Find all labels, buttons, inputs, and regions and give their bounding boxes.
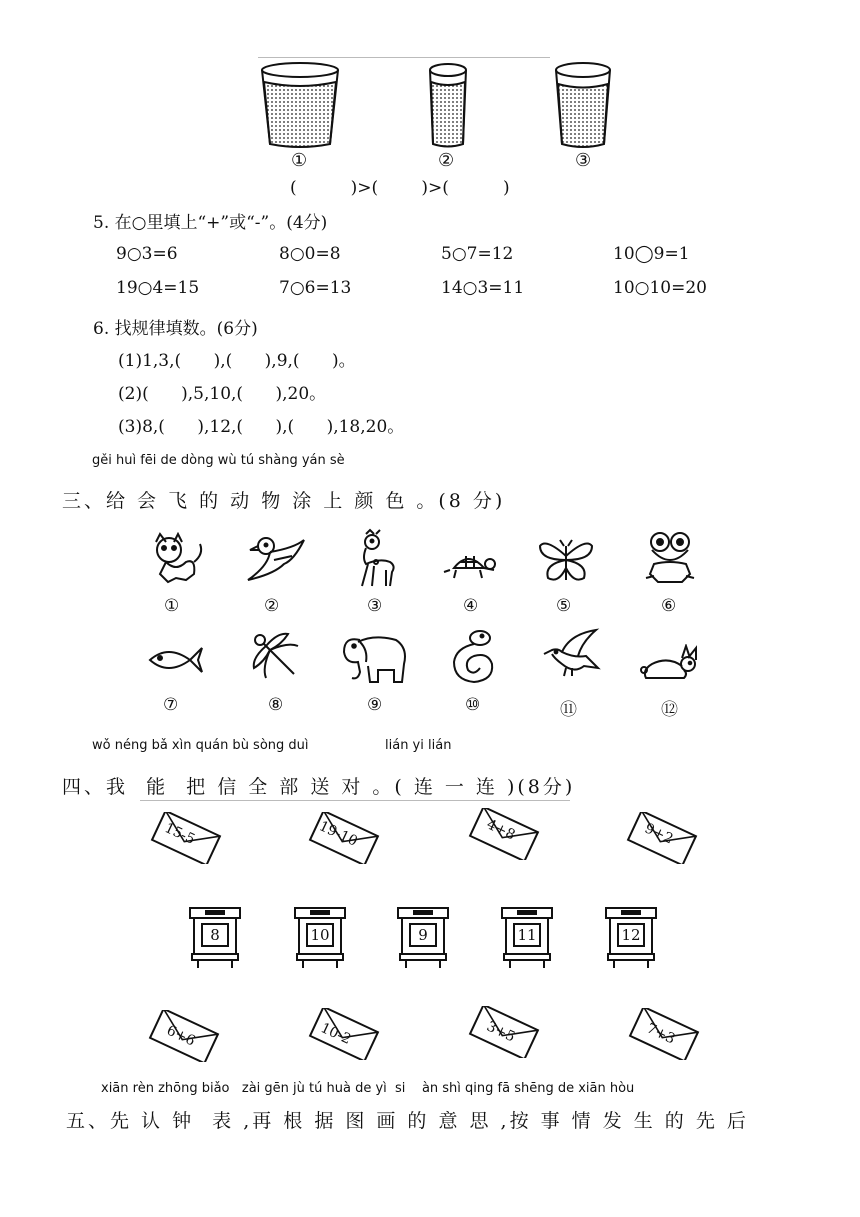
rabbit-icon[interactable]: [638, 644, 702, 684]
animal-num-7: ⑦: [163, 695, 179, 715]
letter-top-1[interactable]: [150, 812, 222, 864]
s4-pinyin-2: lián yi lián: [385, 738, 452, 753]
cup-2-icon: [427, 60, 469, 152]
q6-item-2[interactable]: (2)( ),5,10,( ),20。: [118, 384, 327, 404]
animal-num-2: ②: [264, 596, 280, 616]
animal-num-10: ⑩: [465, 695, 481, 715]
q6-item-3[interactable]: (3)8,( ),12,( ),( ),18,20。: [118, 417, 405, 437]
butterfly-icon[interactable]: [536, 538, 596, 586]
mailbox-number: 10: [310, 926, 330, 944]
mailbox-number: 9: [418, 926, 428, 944]
q5-item[interactable]: 7○6=13: [279, 278, 352, 298]
elephant-icon[interactable]: [338, 626, 412, 686]
letter-bottom-3[interactable]: [468, 1006, 540, 1058]
q5-title: 5. 在○里填上“+”或“-”。(4分): [93, 213, 328, 233]
animal-num-6: ⑥: [661, 596, 677, 616]
animal-num-1: ①: [164, 596, 180, 616]
mailbox-5[interactable]: [604, 906, 658, 970]
mailbox-number: 11: [517, 926, 537, 944]
letter-bottom-1[interactable]: [148, 1010, 220, 1062]
s5-heading: 五、先 认 钟 表 ,再 根 据 图 画 的 意 思 ,按 事 情 发 生 的 先 后: [66, 1110, 749, 1132]
s4-heading: 四、我 能 把 信 全 部 送 对 。( 连 一 连 )(8分): [62, 776, 576, 798]
dove-icon[interactable]: [540, 628, 602, 684]
animal-num-11: ⑪: [560, 700, 577, 720]
q5-item[interactable]: 14○3=11: [441, 278, 525, 298]
letter-bottom-2[interactable]: [308, 1008, 380, 1060]
mailbox-1[interactable]: [188, 906, 242, 970]
letter-label: 6+6: [164, 1022, 198, 1050]
q5-item[interactable]: 9○3=6: [116, 244, 178, 264]
deer-icon[interactable]: [346, 528, 406, 588]
letter-label: 10-2: [318, 1020, 354, 1048]
dragonfly-icon[interactable]: [248, 628, 304, 684]
letter-label: 3+5: [484, 1018, 518, 1046]
fish-icon[interactable]: [146, 642, 206, 678]
cup-answer-line[interactable]: ( )>( )>( ): [290, 178, 510, 198]
mailbox-4[interactable]: [500, 906, 554, 970]
snake-icon[interactable]: [446, 628, 502, 686]
top-rule: [258, 57, 550, 58]
animal-num-8: ⑧: [268, 695, 284, 715]
mailbox-number: 8: [210, 926, 220, 944]
letter-label: 15-5: [162, 820, 198, 848]
q5-item[interactable]: 19○4=15: [116, 278, 200, 298]
bird-icon[interactable]: [244, 534, 308, 586]
animal-num-9: ⑨: [367, 695, 383, 715]
cup-label-2: ②: [438, 150, 455, 171]
animal-num-5: ⑤: [556, 596, 572, 616]
q5-item[interactable]: 10○10=20: [613, 278, 707, 298]
cup-3-icon: [553, 60, 613, 152]
cup-1-icon: [258, 60, 342, 152]
mailbox-2[interactable]: [293, 906, 347, 970]
animal-num-4: ④: [463, 596, 479, 616]
mailbox-number: 12: [621, 926, 641, 944]
animal-num-12: ⑫: [661, 700, 678, 720]
q5-item[interactable]: 8○0=8: [279, 244, 341, 264]
letter-bottom-4[interactable]: [628, 1008, 700, 1060]
q5-item[interactable]: 5○7=12: [441, 244, 514, 264]
cat-icon[interactable]: [146, 532, 206, 586]
letter-label: 7+3: [644, 1020, 678, 1048]
letter-top-2[interactable]: [308, 812, 380, 864]
s3-pinyin: gěi huì fēi de dòng wù tú shàng yán sè: [92, 453, 345, 468]
mailbox-3[interactable]: [396, 906, 450, 970]
q6-item-1[interactable]: (1)1,3,( ),( ),9,( )。: [118, 351, 356, 371]
letter-top-3[interactable]: [468, 808, 540, 860]
frog-icon[interactable]: [642, 530, 698, 588]
q5-item[interactable]: 10◯9=1: [613, 244, 690, 264]
letter-label: 19-10: [316, 818, 360, 850]
cup-label-3: ③: [575, 150, 592, 171]
s4-rule: [140, 800, 570, 801]
q6-title: 6. 找规律填数。(6分): [93, 319, 258, 339]
letter-top-4[interactable]: [626, 812, 698, 864]
letter-label: 9+2: [642, 820, 676, 848]
s4-pinyin: wǒ néng bǎ xìn quán bù sòng duì: [92, 738, 309, 753]
turtle-icon[interactable]: [440, 548, 500, 582]
letter-label: 4+8: [484, 816, 518, 844]
s3-heading: 三、给 会 飞 的 动 物 涂 上 颜 色 。(8 分): [62, 490, 506, 512]
cup-label-1: ①: [291, 150, 308, 171]
animal-num-3: ③: [367, 596, 383, 616]
s5-pinyin: xiān rèn zhōng biǎo zài gēn jù tú huà de yì si àn shì qing fā shēng de xiān hòu: [101, 1081, 635, 1096]
